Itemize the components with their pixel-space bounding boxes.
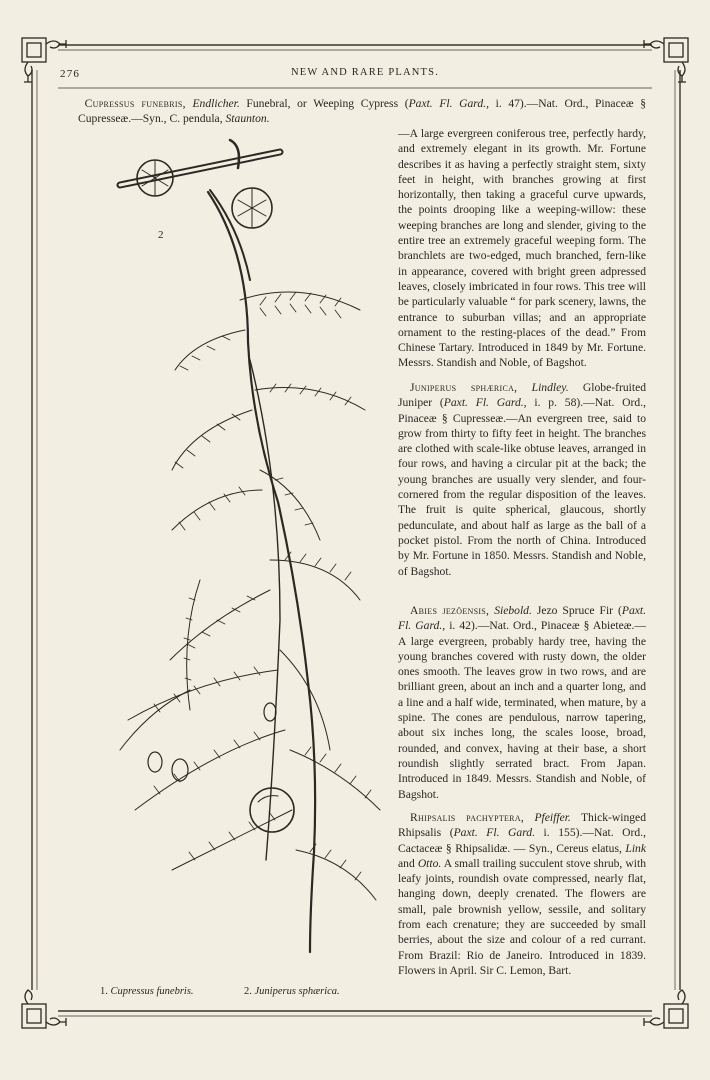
entry-conjunction: and xyxy=(398,856,418,870)
entry-rest: —A large evergreen coniferous tree, perfectly hardy, and extremely elegant in its growth. Mr. Fortune describes it as having a perfectly straight stem, sixty feet in height, with branches growing at first horizontally, then taking a graceful curve upwards, the points drooping like a weeping-willow: these weeping branches are long and slender, giving to the entire tree an extremely graceful weeping form. The branchlets are two-edged, much branched, fern-like in appearance, covered with bright green adpressed leaves, closely imbricated in four rows. This tree will be particularly valuable “ for park scenery, lawns, the entrance to suburban villas; and an appropriate ornament to the resting-places of the dead.” From Chinese Tartary. Introduced in 1849 by Mr. Fortune. Messrs. Standish and Noble, of Bagshot. xyxy=(398,127,646,370)
entry-name: Cupressus funebris, xyxy=(84,97,186,110)
entry-synonym-author: Otto. xyxy=(417,856,442,870)
entry-lead: Jezo Spruce Fir ( xyxy=(531,604,622,617)
entry-authority: Lindley. xyxy=(531,381,569,394)
entry-body: i. p. 58).—Nat. Ord., Pinaceæ § Cupresseæ.—An evergreen tree, said to grow from thirty to fifty feet in height. The branches are clothed with scale-like obtuse leaves, arranged in four rows, and having a circular pit at the back; the young branches are usually very slender, and four-cornered from the regular disposition of the leaves. The fruit is quite spherical, glaucous, shortly pedunculate, and about half as large as the ball of a pocket pistol. From the north of China. Introduced by Mr. Fortune in 1850. Messrs. Standish and Noble, of Bagshot. xyxy=(398,396,647,578)
entry-lead: Thick-winged Rhipsalis ( xyxy=(398,811,646,840)
entry-body: i. 155).—Nat. Ord., Cactaceæ § Rhipsalidæ. — Syn., Cereus elatus, xyxy=(398,826,647,855)
entry-abies xyxy=(398,603,646,802)
caption-text: Juniperus sphærica. xyxy=(254,986,340,997)
entry-body: i. 47).—Nat. Ord., Pinaceæ § Cupresseæ.—Syn., C. pendula, xyxy=(78,97,647,126)
figure-label: 2 xyxy=(158,229,164,241)
corner-ornament-bottom-left xyxy=(22,990,66,1028)
entry-authority: Siebold. xyxy=(494,604,532,617)
entry-cupressus-intro xyxy=(78,96,646,127)
small-berry xyxy=(172,759,188,781)
entry-juniperus xyxy=(398,380,646,579)
entry-cupressus-continued xyxy=(398,126,646,371)
cypress-cone-branch xyxy=(120,140,280,280)
figure-caption-2 xyxy=(244,986,340,997)
entry-name: Rhipsalis pachyptera, xyxy=(410,811,525,824)
juniper-fruit xyxy=(250,788,294,832)
entry-rhipsalis xyxy=(398,810,646,978)
main-stem xyxy=(208,192,315,952)
entry-reference: Paxt. Fl. Gard. xyxy=(453,826,535,840)
caption-number: 2. xyxy=(244,986,252,997)
entry-body: i. 42).—Nat. Ord., Pinaceæ § Abieteæ.—A large evergreen, probably hardy tree, having the young branches covered with rusty down, the older ones smooth. The leaves grow in two rows, and are brilliant green, about an inch and a quarter long, and a line and a half wide, terminated, when mature, by a spine. The cones are pendulous, narrow tapering, about six inches long, the scales loose, broad, rounded, and convex, having at their base, a short roundish slightly serrated bract. From Japan. Introduced in 1849. Messrs. Standish and Noble, of Bagshot. xyxy=(398,619,646,801)
running-head-title: NEW AND RARE PLANTS. xyxy=(290,67,440,78)
entry-synonym-author: Staunton. xyxy=(225,112,270,126)
entry-rest: A small trailing succulent stove shrub, with leafy joints, roundish ovate compressed, nearly flat, hanging down, deeply crenated. The flowers are small, pale brownish yellow, sessile, and solitary from each crenature; they are succeeded by small berries, about the size and colour of a red currant. From Brazil: Rio de Janeiro. Introduced in 1839. Flowers in April. Sir C. Lemon, Bart. xyxy=(398,856,647,977)
entry-reference: Paxt. Fl. Gard., xyxy=(398,604,647,633)
botanical-illustration xyxy=(80,130,395,980)
small-berry xyxy=(264,703,276,721)
entry-authority: Endlicher. xyxy=(192,97,240,110)
caption-text: Cupressus funebris. xyxy=(110,986,194,997)
small-berry xyxy=(148,752,162,772)
caption-number: 1. xyxy=(100,986,108,997)
entry-name: Juniperus sphærica, xyxy=(410,381,518,394)
leaf-scales xyxy=(154,292,371,880)
entry-reference: Paxt. Fl. Gard., xyxy=(408,97,489,110)
entry-lead: Funebral, or Weeping Cypress ( xyxy=(239,97,409,110)
entry-name: Abies jezöensis, xyxy=(410,604,490,617)
corner-ornament-bottom-right xyxy=(644,990,688,1028)
entry-authority: Pfeiffer. xyxy=(534,811,571,824)
page-number: 276 xyxy=(60,68,81,80)
figure-caption-1 xyxy=(100,986,194,997)
entry-reference: Paxt. Fl. Gard., xyxy=(443,396,527,410)
running-header xyxy=(60,64,670,82)
entry-lead: Globe-fruited Juniper ( xyxy=(398,381,647,410)
entry-synonym-author: Link xyxy=(625,841,646,855)
